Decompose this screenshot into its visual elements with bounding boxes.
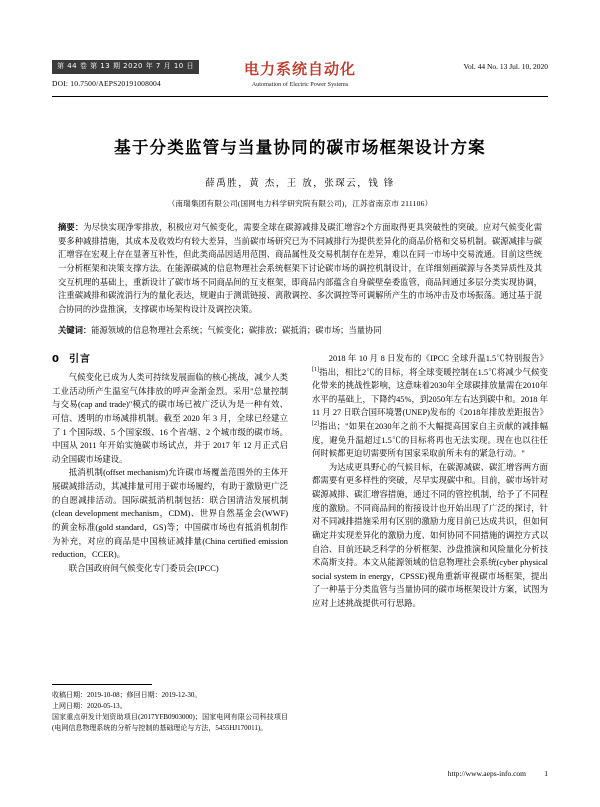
header-left xyxy=(52,60,199,89)
page-title: 基于分类监管与当量协同的碳市场框架设计方案 xyxy=(114,138,486,157)
section-title: 引言 xyxy=(68,354,91,365)
footnote-line: 收稿日期：2019-10-08；修回日期：2019-12-30。 xyxy=(52,691,202,699)
page-number: 1 xyxy=(544,769,548,778)
paragraph: 2018 年 10 月 8 日发布的《IPCC 全球升温1.5℃特别报告》[1]指出，相比2℃的目标，将全球变暖控制在1.5℃将减少气候变化带来的挑战性影响，这意味着2030年全球碳排放量需在2010年水平的基础上，下降约45%，到2050年左右达到碳中和。2018 年 11 月 27 日联合国环境署(UNEP)发布的《2018年排放差距报告》[2]指出；"如果在2030年之前不大幅提高国家自主贡献的减排幅度，避免升温超过1.5℃的目标将再也无法实现。现在也以往任何时候都更迫切需要所有国家采取前所未有的紧急行动。" xyxy=(312,354,548,459)
keywords-label: 关键词： xyxy=(58,324,92,335)
keywords-text: 能源领域的信息物理社会系统；气候变化；碳排放；碳抵消；碳市场；当量协同 xyxy=(91,325,382,335)
page-header xyxy=(52,60,548,100)
header-divider xyxy=(52,96,548,97)
section-number: 0 xyxy=(52,354,60,365)
abstract-block xyxy=(52,221,548,317)
section-heading xyxy=(52,352,288,368)
volume-issue-badge: 第 44 卷 第 13 期 2020 年 7 月 10 日 xyxy=(52,60,199,74)
keywords-block xyxy=(52,324,548,337)
author-list: 薛禹胜，黄 杰，王 放，张琛云，钱 锋 xyxy=(205,178,395,189)
footnote-block xyxy=(52,690,288,733)
footnote-divider xyxy=(52,684,152,685)
paragraph: 抵消机制(offset mechanism)允许碳市场覆盖范围外的主体开展碳减排活动，其减排量可用于碳市场履约，有助于激励更广泛的自愿减排活动。国际碳抵消机制包括：联合国清洁发展机制(clean development mechanism，CDM)、世界自然基金会(WWF)的黄金标准(gold standard，GS)等；中国碳市场也有抵消机制作为补充，对应的商品是中国核证减排量(China certified emission reduction，CCER)。 xyxy=(52,468,288,560)
paragraph: 为达成更具野心的气候目标，在碳源减碳、碳汇增容两方面都需要有更多样性的突破，尽早实现碳中和。目前，碳市场针对碳源减排、碳汇增容措施，通过不同的管控机制，给予了不同程度的激励。不同商品间的衔接设计也开始出现了广泛的探讨，针对不同减排措施采用有区别的激励力度目前已达成共识，但如何确定并实现差异化的激励力度、如何协同不同措施的调控方式以自洽、目前还缺乏科学的分析框架、沙盘推演和风险量化分析技术高斯支持。本文从能源领域的信息物理社会系统(cyber physical social system in energy，CPSSE)视角重新审视碳市场框架，提出了一种基于分类监管与当量协同的碳市场框架设计方案，试图为应对上述挑战提供可行思路。 xyxy=(312,462,548,608)
column-right xyxy=(312,352,548,611)
journal-masthead xyxy=(200,58,400,88)
footnote-line: 上网日期：2020-05-13。 xyxy=(52,701,127,710)
affiliation: （南瑞集团有限公司(国网电力科学研究院有限公司)，江苏省南京市 211106） xyxy=(167,199,433,208)
column-left xyxy=(52,352,288,575)
page-content xyxy=(52,60,548,778)
journal-url: http://www.aeps-info.com xyxy=(447,769,526,778)
paragraph: 气候变化已成为人类可持续发展面临的核心挑战，减少人类工业活动所产生温室气体排放的呼声金渐金烈。采用"总量控制与交易(cap and trade)"模式的碳市场已被广泛认为是一种有效、可信、透明的市场减排机制。截至 2020 年 3 月，全球已经建立了 1 个国际级、5 个国家级、16 个省/辖、2 个城市级的碳市场。中国从 2011 年开始实施碳市场试点，并于 2017 年 12 月正式启动全国碳市场建设。 xyxy=(52,373,288,464)
journal-title-en: Automation of Electric Power Systems xyxy=(251,81,349,88)
abstract-text: 为尽快实现净零排放，积极应对气候变化，需要全球在碳源减排及碳汇增容2个方面取得更具突破性的突破。应对气候变化需要多种减排措施，其成本及收效均有较大差异，当前碳市场研究已为不同减排行为提供差异化的商品价格和交易机制。碳源减排与碳汇增容在宏观上存在显著互补性，但此类商品因适用范围、商品属性及交易机制存在差异，难以在同一市场中交易流通。目前这些统一分析框架和决策支撑方法。在能源碳减的信息物理社会系统框架下讨论碳市场的调控机制设计，在详细刻画碳源与各类异质性及其交互机理的基础上，重新设计了碳市场不同商品间的互支框架，即商品内部蕴含自身碳壁垒委监管，商品间通过多层分类实现协调，注重碳减排和碳流消行为的量化表达，规避由于测谎链接、离散调控、多次调控等可调解所产生的市场冲击及市场振荡。通过基于混合协同的沙盘推演，支撑碳市场架构设计及调控决策。 xyxy=(58,223,542,315)
journal-title-cn: 电力系统自动化 xyxy=(243,60,356,78)
volume-issue-en: Vol. 44 No. 13 Jul. 10, 2020 xyxy=(463,62,548,71)
doi-text: DOI: 10.7500/AEPS20191008004 xyxy=(52,78,161,88)
paragraph: 联合国政府间气候变化专门委员会(IPCC) xyxy=(68,563,219,573)
footnote-line: 国家重点研发计划资助项目(2017YFB0903000)；国家电网有限公司科技项目(电网信息物理系统的分析与控制的基础理论与方法，5455HJ170011)。 xyxy=(52,712,288,732)
abstract-label: 摘要： xyxy=(58,222,84,232)
